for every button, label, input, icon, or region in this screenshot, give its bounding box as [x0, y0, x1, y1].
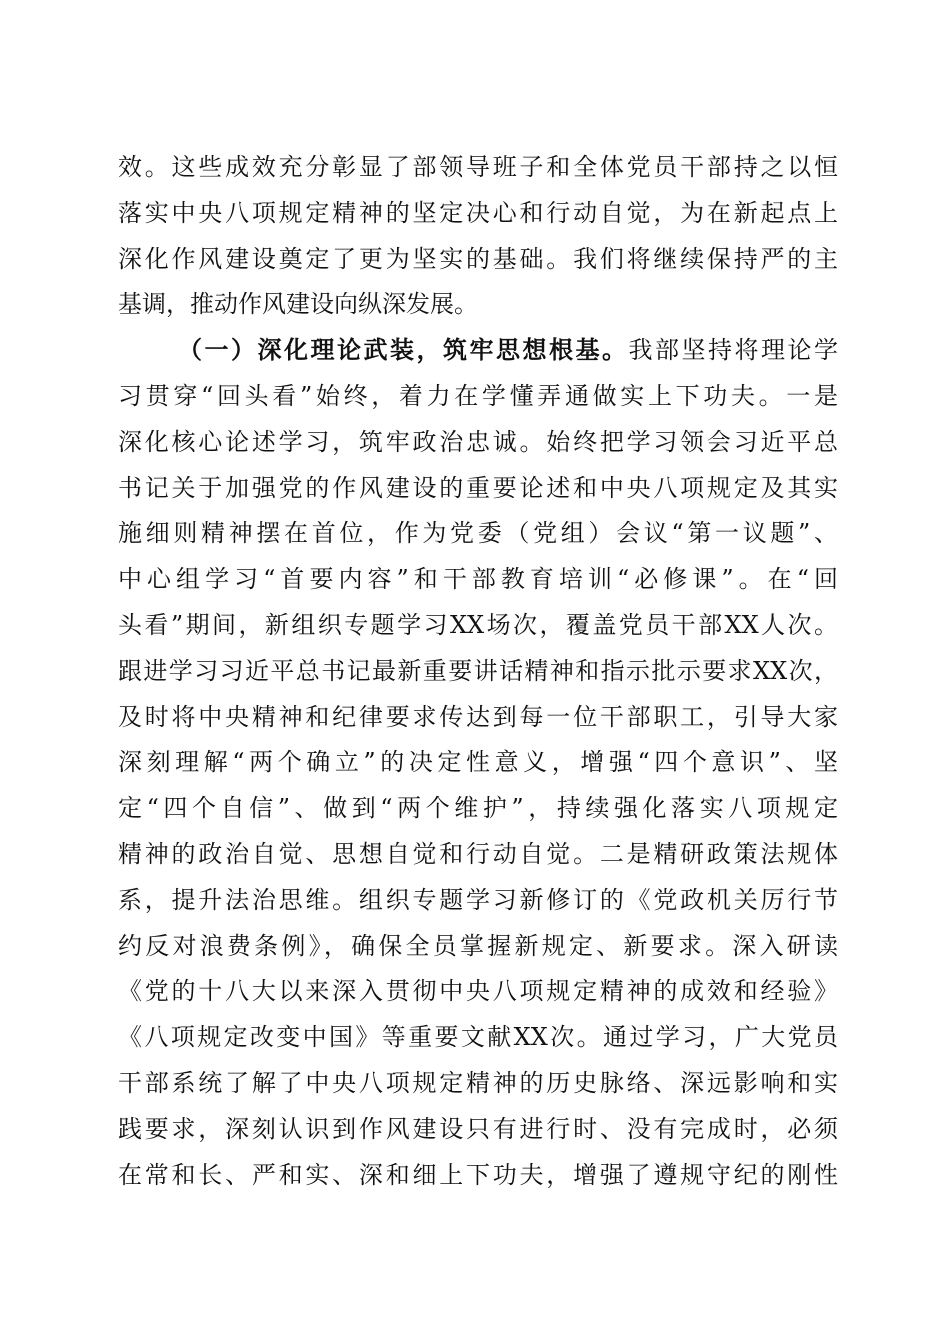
text-line: 中心组学习“首要内容”和干部教育培训“必修课”。在“回	[118, 565, 838, 594]
text-line: 深刻理解“两个确立”的决定性意义，增强“四个意识”、坚	[118, 748, 838, 777]
text-line: 跟进学习习近平总书记最新重要讲话精神和指示批示要求XX次，	[118, 656, 838, 685]
text-line: 干部系统了解了中央八项规定精神的历史脉络、深远影响和实	[118, 1068, 838, 1097]
text-line: 《党的十八大以来深入贯彻中央八项规定精神的成效和经验》	[118, 977, 838, 1006]
text-line: 施细则精神摆在首位，作为党委（党组）会议“第一议题”、	[118, 519, 838, 548]
text-line: 定“四个自信”、做到“两个维护”，持续强化落实八项规定	[118, 794, 838, 823]
section-first-line	[118, 328, 838, 374]
text-line: 效。这些成效充分彰显了部领导班子和全体党员干部持之以恒	[118, 153, 838, 181]
text-line: 深化作风建设奠定了更为坚实的基础。我们将继续保持严的主	[118, 244, 838, 273]
text-line: 《八项规定改变中国》等重要文献XX次。通过学习，广大党员	[118, 1023, 838, 1052]
text-line: 约反对浪费条例》，确保全员掌握新规定、新要求。深入研读	[118, 931, 838, 960]
text-line: 书记关于加强党的作风建设的重要论述和中央八项规定及其实	[118, 473, 838, 502]
text-line: 及时将中央精神和纪律要求传达到每一位干部职工，引导大家	[118, 702, 838, 731]
text-line: 系，提升法治思维。组织专题学习新修订的《党政机关厉行节	[118, 885, 838, 914]
text-line: 深化核心论述学习，筑牢政治忠诚。始终把学习领会习近平总	[118, 427, 838, 456]
text-line: 头看”期间，新组织专题学习XX场次，覆盖党员干部XX人次。	[118, 610, 838, 639]
section-intro: 我部坚持将理论学	[628, 336, 838, 365]
text-line: 在常和长、严和实、深和细上下功夫，增强了遵规守纪的刚性	[118, 1160, 838, 1189]
document-body	[118, 145, 838, 1198]
section-heading: （一）深化理论武装，筑牢思想根基。	[178, 336, 629, 365]
text-line: 落实中央八项规定精神的坚定决心和行动自觉，为在新起点上	[118, 198, 838, 227]
text-line: 基调，推动作风建设向纵深发展。	[118, 290, 478, 319]
text-line: 习贯穿“回头看”始终，着力在学懂弄通做实上下功夫。一是	[118, 381, 838, 410]
text-line: 践要求，深刻认识到作风建设只有进行时、没有完成时，必须	[118, 1114, 838, 1143]
text-line: 精神的政治自觉、思想自觉和行动自觉。二是精研政策法规体	[118, 839, 838, 868]
